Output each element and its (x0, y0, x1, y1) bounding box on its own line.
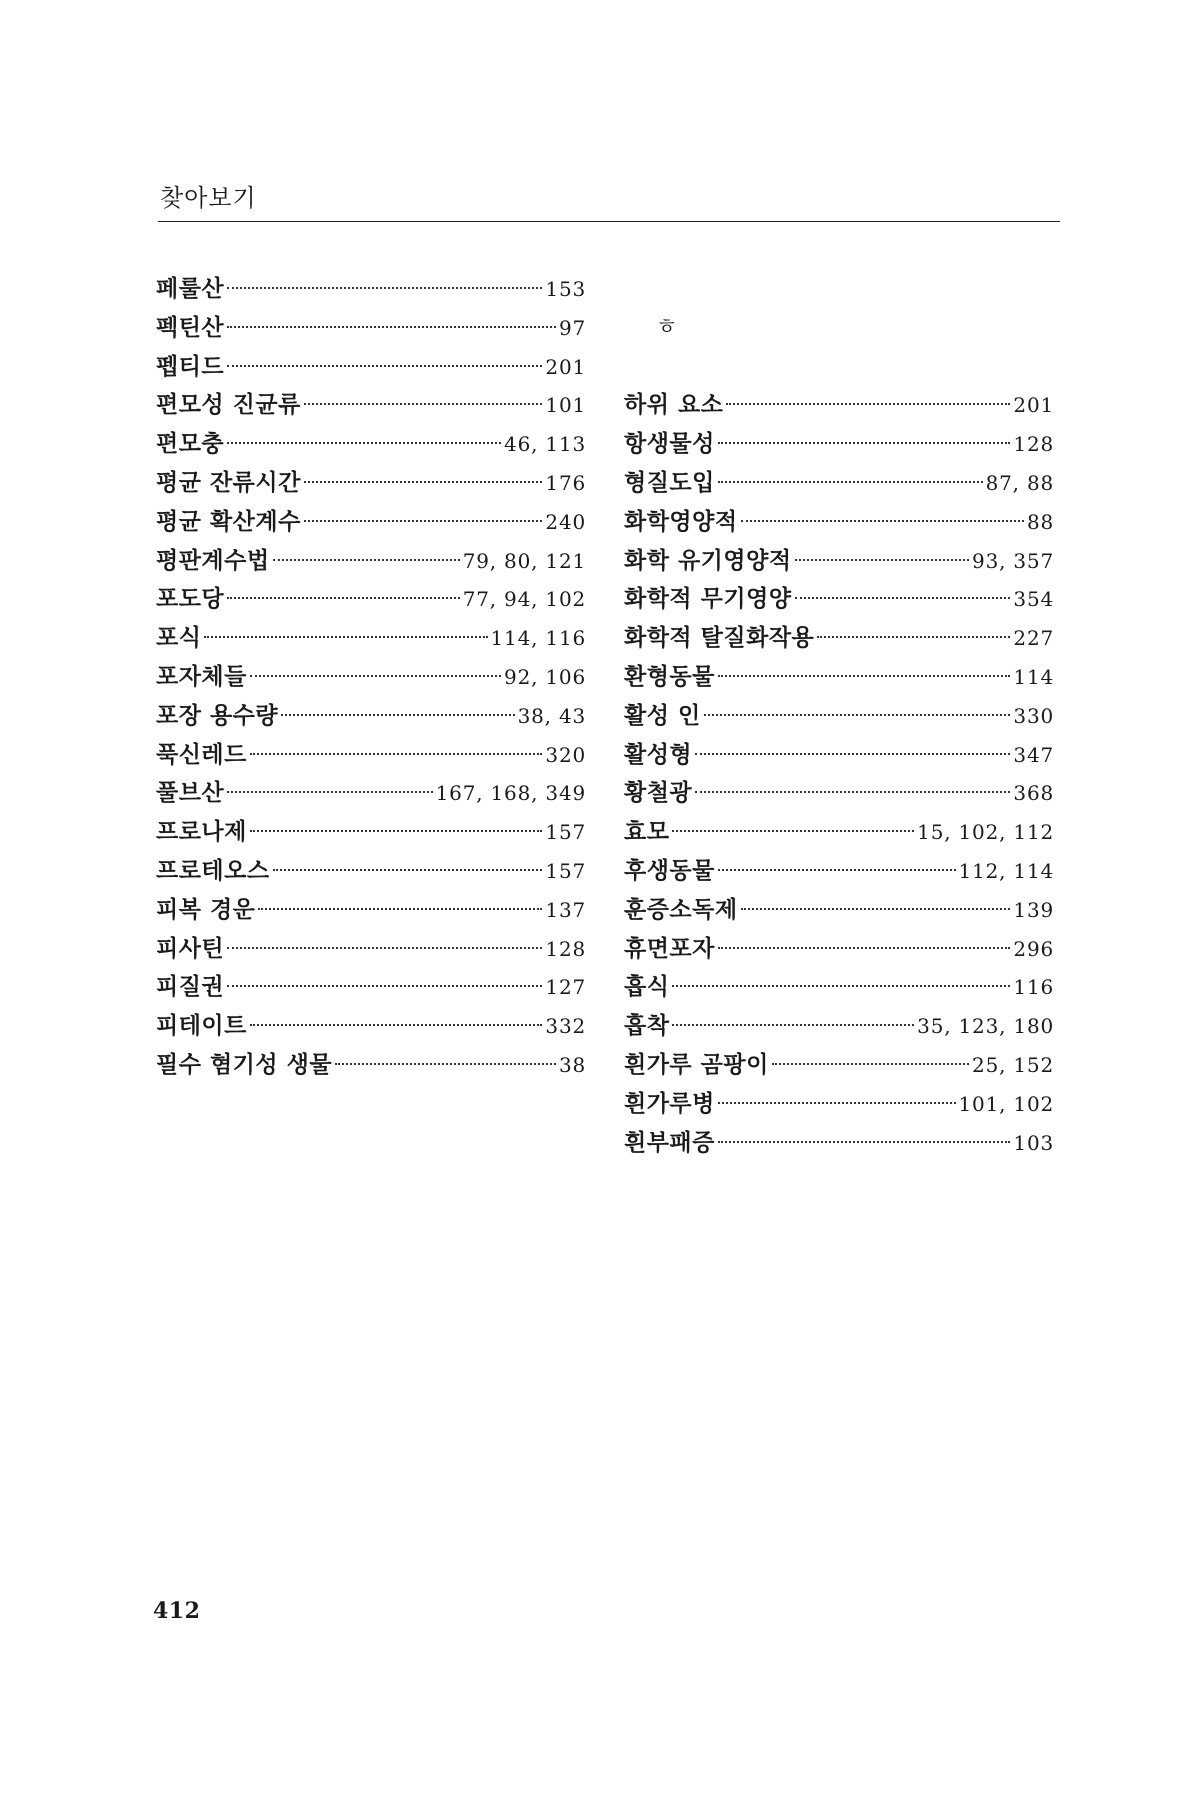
index-page-refs: 114, 116 (490, 626, 586, 651)
index-term: 화학 유기영양적 (624, 546, 792, 574)
index-entry (156, 580, 586, 619)
index-term: 프로테오스 (156, 856, 270, 884)
index-page-refs: 97 (558, 315, 586, 340)
index-column-right (624, 270, 1054, 1162)
index-term: 휴면포자 (624, 934, 715, 962)
page-header-title: 찾아보기 (160, 184, 257, 212)
index-entry (624, 386, 1054, 425)
index-entry (156, 503, 586, 542)
index-page-refs: 153 (545, 277, 586, 301)
index-entry (624, 464, 1054, 503)
index-page-refs: 112, 114 (958, 858, 1054, 883)
index-term: 푹신레드 (156, 740, 247, 768)
index-entry (624, 930, 1054, 969)
index-entry (156, 1007, 586, 1046)
index-page-refs: 88 (1026, 509, 1054, 534)
index-term: 펙틴산 (156, 313, 225, 341)
dot-leader (258, 908, 542, 910)
index-term: 효모 (624, 818, 670, 846)
index-entry (624, 813, 1054, 852)
index-page-refs: 46, 113 (504, 432, 586, 457)
index-page-refs: 167, 168, 349 (435, 781, 586, 806)
index-term: 후생동물 (624, 856, 715, 884)
index-term: 프로나제 (156, 818, 247, 846)
index-term: 흰가루 곰팡이 (624, 1050, 769, 1078)
index-entry (156, 386, 586, 425)
index-term: 흰가루병 (624, 1089, 715, 1117)
dot-leader (718, 442, 1011, 444)
dot-leader (227, 791, 432, 793)
dot-leader (741, 520, 1024, 522)
index-page-refs: 38 (558, 1052, 586, 1077)
dot-leader (250, 753, 543, 755)
dot-leader (250, 1024, 543, 1026)
index-page-refs: 101 (545, 393, 586, 418)
index-entry (156, 697, 586, 736)
dot-leader (718, 947, 1011, 949)
index-entry (156, 891, 586, 930)
index-term: 항생물성 (624, 430, 715, 458)
dot-leader (227, 287, 542, 289)
dot-leader (741, 908, 1011, 910)
dot-leader (227, 442, 501, 444)
index-entry (624, 968, 1054, 1007)
index-entry (624, 580, 1054, 619)
index-page-refs: 320 (545, 742, 586, 767)
dot-leader (304, 520, 543, 522)
dot-leader (204, 636, 487, 638)
index-page-refs: 25, 152 (972, 1052, 1054, 1077)
index-term: 펩티드 (156, 352, 225, 380)
index-entry (156, 464, 586, 503)
dot-leader (281, 714, 514, 716)
index-term: 하위 요소 (624, 391, 724, 419)
index-entry (624, 1124, 1054, 1163)
index-page-refs: 240 (545, 509, 586, 534)
index-term: 편모충 (156, 430, 225, 458)
index-column-left (156, 270, 586, 1085)
index-term: 화학영양적 (624, 507, 738, 535)
page-number: 412 (153, 1598, 201, 1624)
index-term: 활성 인 (624, 701, 701, 729)
dot-leader (718, 1141, 1011, 1143)
index-term: 평균 잔류시간 (156, 468, 301, 496)
index-entry (624, 1085, 1054, 1124)
index-page-refs: 201 (1013, 393, 1054, 418)
dot-leader (718, 869, 956, 871)
dot-leader (672, 1024, 914, 1026)
index-term: 활성형 (624, 740, 693, 768)
index-term: 풀브산 (156, 779, 225, 807)
index-term: 포자체들 (156, 662, 247, 690)
index-entry (156, 542, 586, 581)
index-entry (624, 619, 1054, 658)
index-page-refs: 114 (1013, 664, 1054, 689)
dot-leader (726, 403, 1010, 405)
index-entry (624, 425, 1054, 464)
index-page-refs: 128 (545, 936, 586, 961)
section-letter-heading: ㅎ (656, 314, 678, 340)
dot-leader (227, 365, 542, 367)
index-term: 피사틴 (156, 934, 225, 962)
index-term: 피질권 (156, 973, 225, 1001)
index-page-refs: 139 (1013, 897, 1054, 922)
index-term: 포도당 (156, 585, 225, 613)
dot-leader (227, 326, 556, 328)
index-page-refs: 157 (545, 858, 586, 883)
index-entries-right (624, 386, 1054, 1162)
index-page-refs: 201 (545, 354, 586, 379)
column-spacer (624, 270, 1054, 309)
index-entry (624, 658, 1054, 697)
index-entry (156, 852, 586, 891)
index-page-refs: 15, 102, 112 (917, 820, 1054, 845)
index-term: 편모성 진균류 (156, 391, 301, 419)
index-entry (624, 542, 1054, 581)
index-entry (156, 425, 586, 464)
index-page-refs: 103 (1013, 1130, 1054, 1155)
index-page-refs: 87, 88 (985, 470, 1054, 495)
index-page-refs: 127 (545, 975, 586, 1000)
dot-leader (672, 830, 914, 832)
dot-leader (695, 791, 1010, 793)
index-term: 평판계수법 (156, 546, 270, 574)
index-entry (156, 619, 586, 658)
index-entry (624, 697, 1054, 736)
index-page-refs: 137 (545, 897, 586, 922)
index-page-refs: 332 (545, 1014, 586, 1039)
dot-leader (718, 1102, 956, 1104)
index-entry (156, 348, 586, 387)
index-entry (624, 736, 1054, 775)
index-page-refs: 157 (545, 820, 586, 845)
dot-leader (273, 869, 543, 871)
index-term: 형질도입 (624, 468, 715, 496)
dot-leader (795, 597, 1011, 599)
index-page-refs: 116 (1013, 975, 1054, 1000)
index-page-refs: 128 (1013, 432, 1054, 457)
dot-leader (250, 830, 543, 832)
index-term: 환형동물 (624, 662, 715, 690)
index-entry (156, 658, 586, 697)
index-term: 황철광 (624, 779, 693, 807)
dot-leader (227, 947, 542, 949)
index-entry (624, 1046, 1054, 1085)
dot-leader (273, 559, 460, 561)
index-term: 화학적 탈질화작용 (624, 624, 815, 652)
dot-leader (672, 985, 1010, 987)
index-entry (156, 309, 586, 348)
index-page-refs: 38, 43 (517, 703, 586, 728)
index-entry (624, 774, 1054, 813)
dot-leader (772, 1063, 969, 1065)
index-entry (156, 774, 586, 813)
index-page-refs: 35, 123, 180 (917, 1014, 1054, 1039)
dot-leader (335, 1063, 556, 1065)
index-entry (156, 736, 586, 775)
index-page-refs: 77, 94, 102 (462, 587, 586, 612)
index-page-refs: 330 (1013, 703, 1054, 728)
index-term: 필수 혐기성 생물 (156, 1050, 333, 1078)
index-page-refs: 347 (1013, 742, 1054, 767)
column-spacer (624, 348, 1054, 387)
index-page-refs: 92, 106 (504, 664, 586, 689)
index-term: 흡식 (624, 973, 670, 1001)
index-page-refs: 101, 102 (958, 1091, 1054, 1116)
index-term: 흰부패증 (624, 1128, 715, 1156)
index-term: 피테이트 (156, 1012, 247, 1040)
index-term: 화학적 무기영양 (624, 585, 792, 613)
header-rule (158, 221, 1060, 222)
dot-leader (227, 597, 460, 599)
dot-leader (795, 559, 970, 561)
index-page-refs: 227 (1013, 626, 1054, 651)
index-term: 흡착 (624, 1012, 670, 1040)
dot-leader (250, 675, 501, 677)
dot-leader (718, 481, 983, 483)
index-term: 피복 경운 (156, 895, 256, 923)
index-entry (156, 1046, 586, 1085)
index-term: 포식 (156, 624, 202, 652)
index-entry (624, 891, 1054, 930)
index-page-refs: 368 (1013, 781, 1054, 806)
dot-leader (704, 714, 1011, 716)
index-term: 포장 용수량 (156, 701, 279, 729)
index-term: 훈증소독제 (624, 895, 738, 923)
dot-leader (304, 403, 543, 405)
index-entry (156, 930, 586, 969)
dot-leader (227, 985, 542, 987)
index-entry (156, 968, 586, 1007)
dot-leader (304, 481, 543, 483)
index-page-refs: 93, 357 (972, 548, 1054, 573)
index-entry (156, 270, 586, 309)
index-entry (624, 503, 1054, 542)
dot-leader (695, 753, 1010, 755)
index-entry (156, 813, 586, 852)
index-term: 페룰산 (156, 275, 225, 302)
index-page-refs: 296 (1013, 936, 1054, 961)
index-page-refs: 79, 80, 121 (462, 548, 586, 573)
index-page-refs: 354 (1013, 587, 1054, 612)
index-page-refs: 176 (545, 470, 586, 495)
index-term: 평균 확산계수 (156, 507, 301, 535)
dot-leader (718, 675, 1011, 677)
index-entry (624, 852, 1054, 891)
index-entry (624, 1007, 1054, 1046)
dot-leader (817, 636, 1010, 638)
